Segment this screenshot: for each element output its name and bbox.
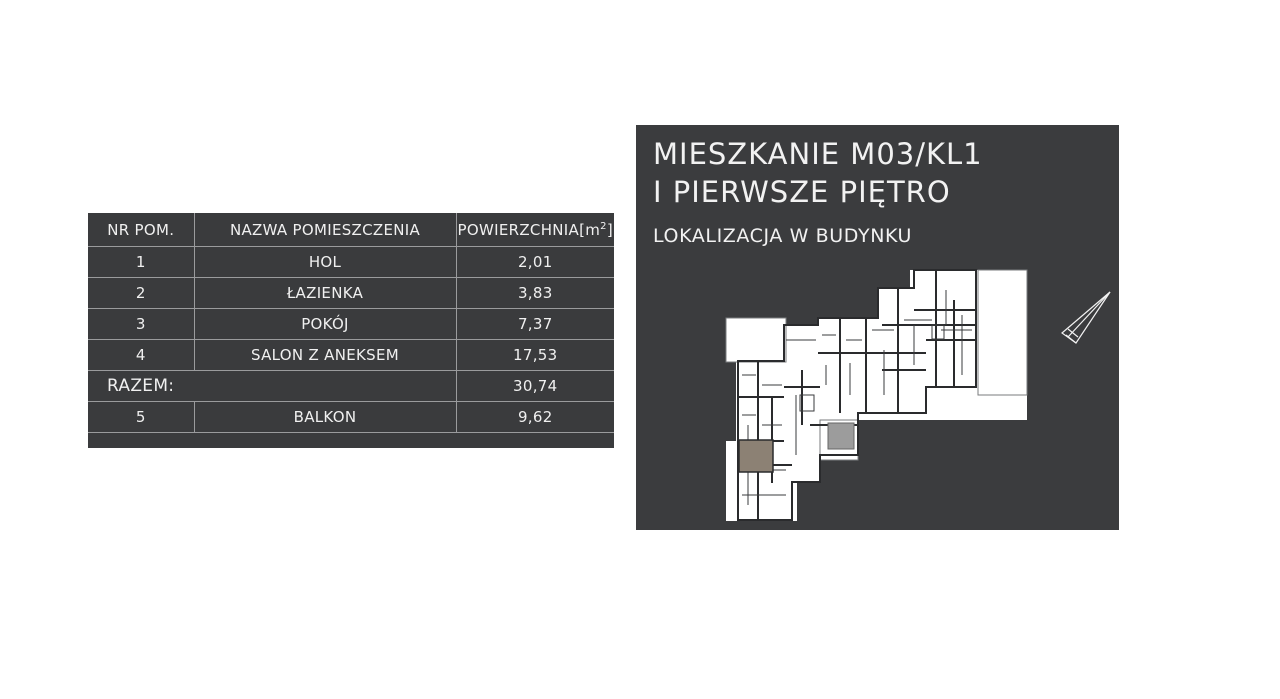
table-row — [88, 247, 614, 278]
total-label: RAZEM: — [88, 371, 456, 402]
apartment-title — [653, 135, 983, 211]
header-area-unit-exponent: 2 — [600, 220, 607, 232]
apartment-title-line-1: MIESZKANIE M03/KL1 — [653, 137, 983, 171]
room-table-grid — [88, 213, 614, 433]
room-name: SALON Z ANEKSEM — [194, 340, 456, 371]
header-room-name: NAZWA POMIESZCZENIA — [194, 213, 456, 247]
table-row — [88, 278, 614, 309]
room-number: 4 — [88, 340, 194, 371]
table-row — [88, 309, 614, 340]
room-name: ŁAZIENKA — [194, 278, 456, 309]
room-area: 17,53 — [456, 340, 614, 371]
location-subtitle: LOKALIZACJA W BUDYNKU — [653, 225, 913, 247]
table-header-row — [88, 213, 614, 247]
north-arrow-icon — [1062, 292, 1110, 343]
room-number: 2 — [88, 278, 194, 309]
room-number: 5 — [88, 402, 194, 433]
balcony-hatch — [828, 423, 854, 449]
room-number: 1 — [88, 247, 194, 278]
room-name: HOL — [194, 247, 456, 278]
room-area: 2,01 — [456, 247, 614, 278]
total-area: 30,74 — [456, 371, 614, 402]
apartment-title-line-2: I PIERWSZE PIĘTRO — [653, 175, 951, 209]
room-name: BALKON — [194, 402, 456, 433]
table-row — [88, 340, 614, 371]
header-room-area — [456, 213, 614, 247]
room-name: POKÓJ — [194, 309, 456, 340]
header-area-label: POWIERZCHNIA[m — [457, 220, 601, 239]
room-area-table — [88, 213, 614, 448]
location-panel — [636, 125, 1119, 530]
room-number: 3 — [88, 309, 194, 340]
table-row — [88, 402, 614, 433]
room-area: 3,83 — [456, 278, 614, 309]
room-area: 9,62 — [456, 402, 614, 433]
total-row — [88, 371, 614, 402]
header-area-bracket: ] — [606, 220, 613, 239]
highlighted-apartment — [739, 440, 773, 472]
header-room-number: NR POM. — [88, 213, 194, 247]
room-area: 7,37 — [456, 309, 614, 340]
